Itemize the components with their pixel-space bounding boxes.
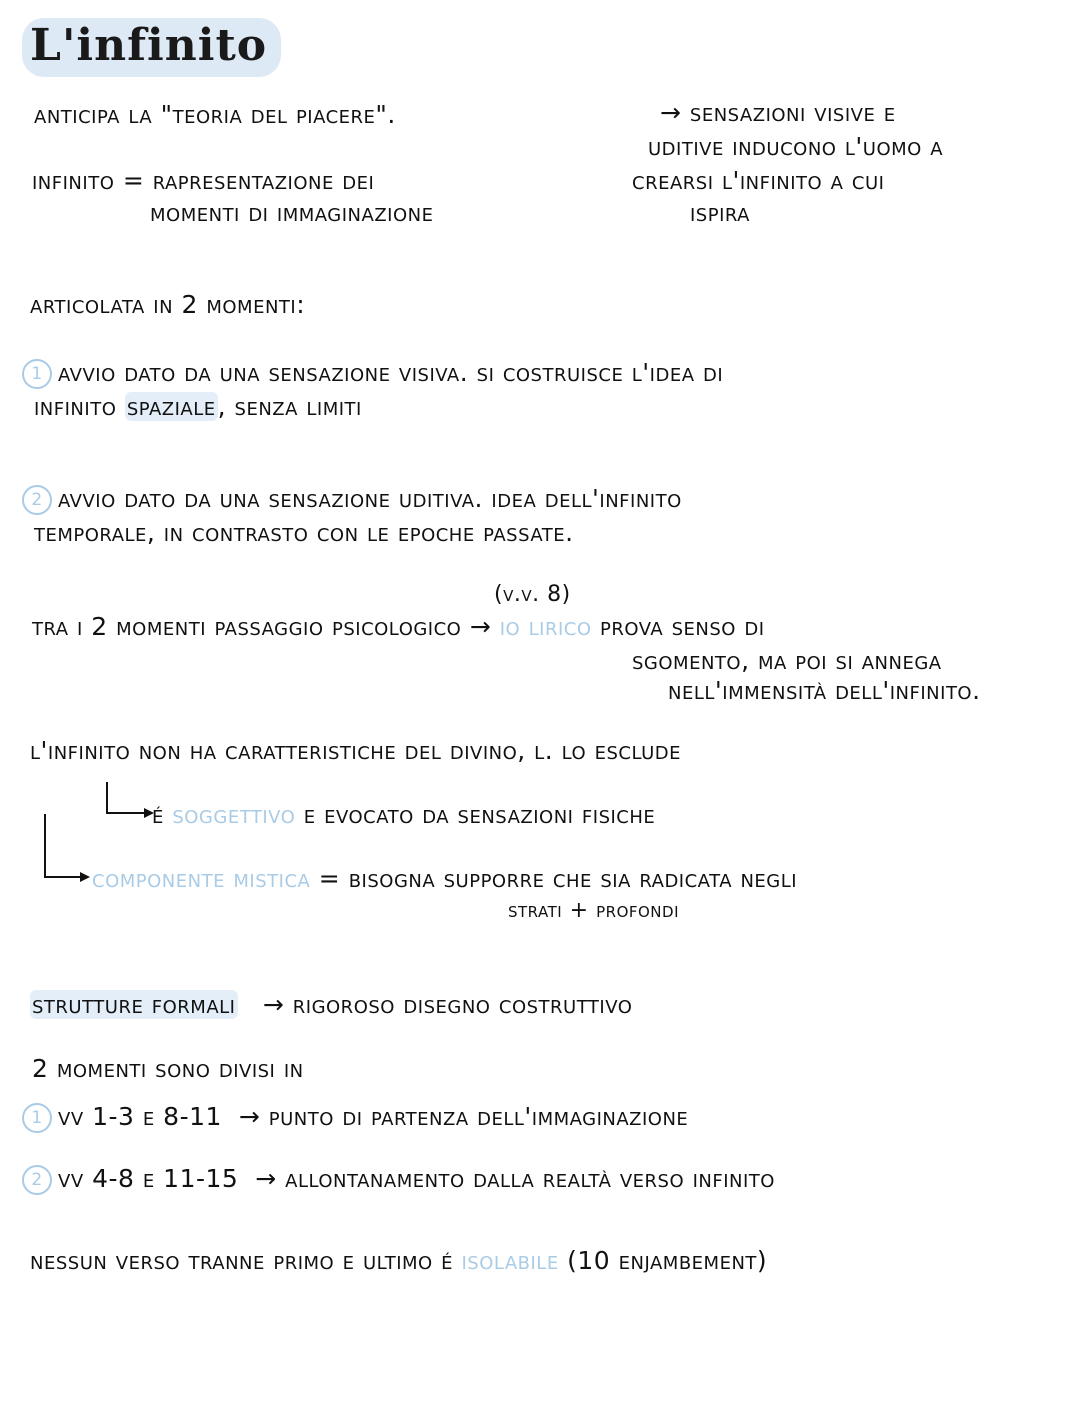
arrow-right-icon: → — [469, 612, 492, 641]
verse-note: (v.v. 8) — [494, 582, 571, 607]
moments-heading: articolata in 2 momenti: — [30, 290, 306, 319]
term-soggettivo: soggettivo — [172, 800, 296, 829]
number-circle-icon: 1 — [22, 1103, 52, 1133]
definition-cont: momenti di immaginazione — [150, 198, 434, 227]
structure-intro: 2 momenti sono divisi in — [32, 1054, 304, 1083]
structure-item-1: 1 vv 1-3 e 8-11 → punto di partenza dell'immaginazione — [22, 1102, 688, 1133]
intro-right-cont-3: ispira — [690, 198, 750, 227]
moment-item-1: 1 avvio dato da una sensazione visiva. si costruisce l'idea di — [22, 358, 723, 389]
moment-item-1-cont: infinito spaziale, senza limiti — [34, 392, 362, 421]
passage-cont-2: nell'immensità dell'infinito. — [668, 676, 981, 705]
number-circle-icon: 1 — [22, 359, 52, 389]
moment-item-2: 2 avvio dato da una sensazione uditiva. idea dell'infinito — [22, 484, 682, 515]
structure-final: nessun verso tranne primo e ultimo é isolabile (10 enjambement) — [30, 1246, 768, 1275]
intro-right-cont-1: uditive inducono l'uomo a — [648, 132, 944, 161]
definition: infinito = rapresentazione dei — [32, 166, 375, 195]
highlight-strutture-formali: strutture formali — [32, 990, 236, 1019]
intro-text: anticipa la "teoria del piacere". — [34, 100, 396, 129]
arrow-right-icon: → — [262, 990, 285, 1019]
arrow-right-icon: → — [238, 1102, 261, 1131]
number-circle-icon: 2 — [22, 1165, 52, 1195]
intro-line — [34, 100, 396, 129]
bracket-arrow-icon — [106, 782, 144, 814]
nature-line: l'infinito non ha caratteristiche del divino, l. lo esclude — [30, 736, 682, 765]
nature-sub-1: é soggettivo e evocato da sensazioni fisiche — [152, 800, 656, 829]
arrow-right-icon: → — [255, 1164, 277, 1193]
page-title: L'infinito — [22, 18, 281, 77]
term-io-lirico: io lirico — [499, 612, 592, 641]
passage-line: tra i 2 momenti passaggio psicologico → io lirico prova senso di — [32, 612, 765, 641]
intro-right-cont-2: crearsi l'infinito a cui — [632, 166, 885, 195]
nature-sub-2: componente mistica = bisogna supporre che sia radicata negli — [92, 864, 798, 893]
structure-item-2: 2 vv 4-8 e 11-15 → allontanamento dalla realtà verso infinito — [22, 1164, 775, 1195]
moment-item-2-cont: temporale, in contrasto con le epoche passate. — [34, 518, 574, 547]
term-componente-mistica: componente mistica — [92, 864, 311, 893]
intro-right: → sensazioni visive e — [660, 98, 896, 127]
number-circle-icon: 2 — [22, 485, 52, 515]
highlight-spaziale: spaziale — [126, 392, 216, 421]
nature-sub-2-cont: strati + profondi — [508, 898, 680, 923]
passage-cont-1: sgomento, ma poi si annega — [632, 646, 942, 675]
arrow-right-icon: → — [660, 98, 682, 127]
term-isolabile: isolabile — [461, 1246, 559, 1275]
bracket-arrow-icon — [44, 814, 80, 878]
structure-heading: strutture formali → rigoroso disegno costruttivo — [32, 990, 633, 1019]
